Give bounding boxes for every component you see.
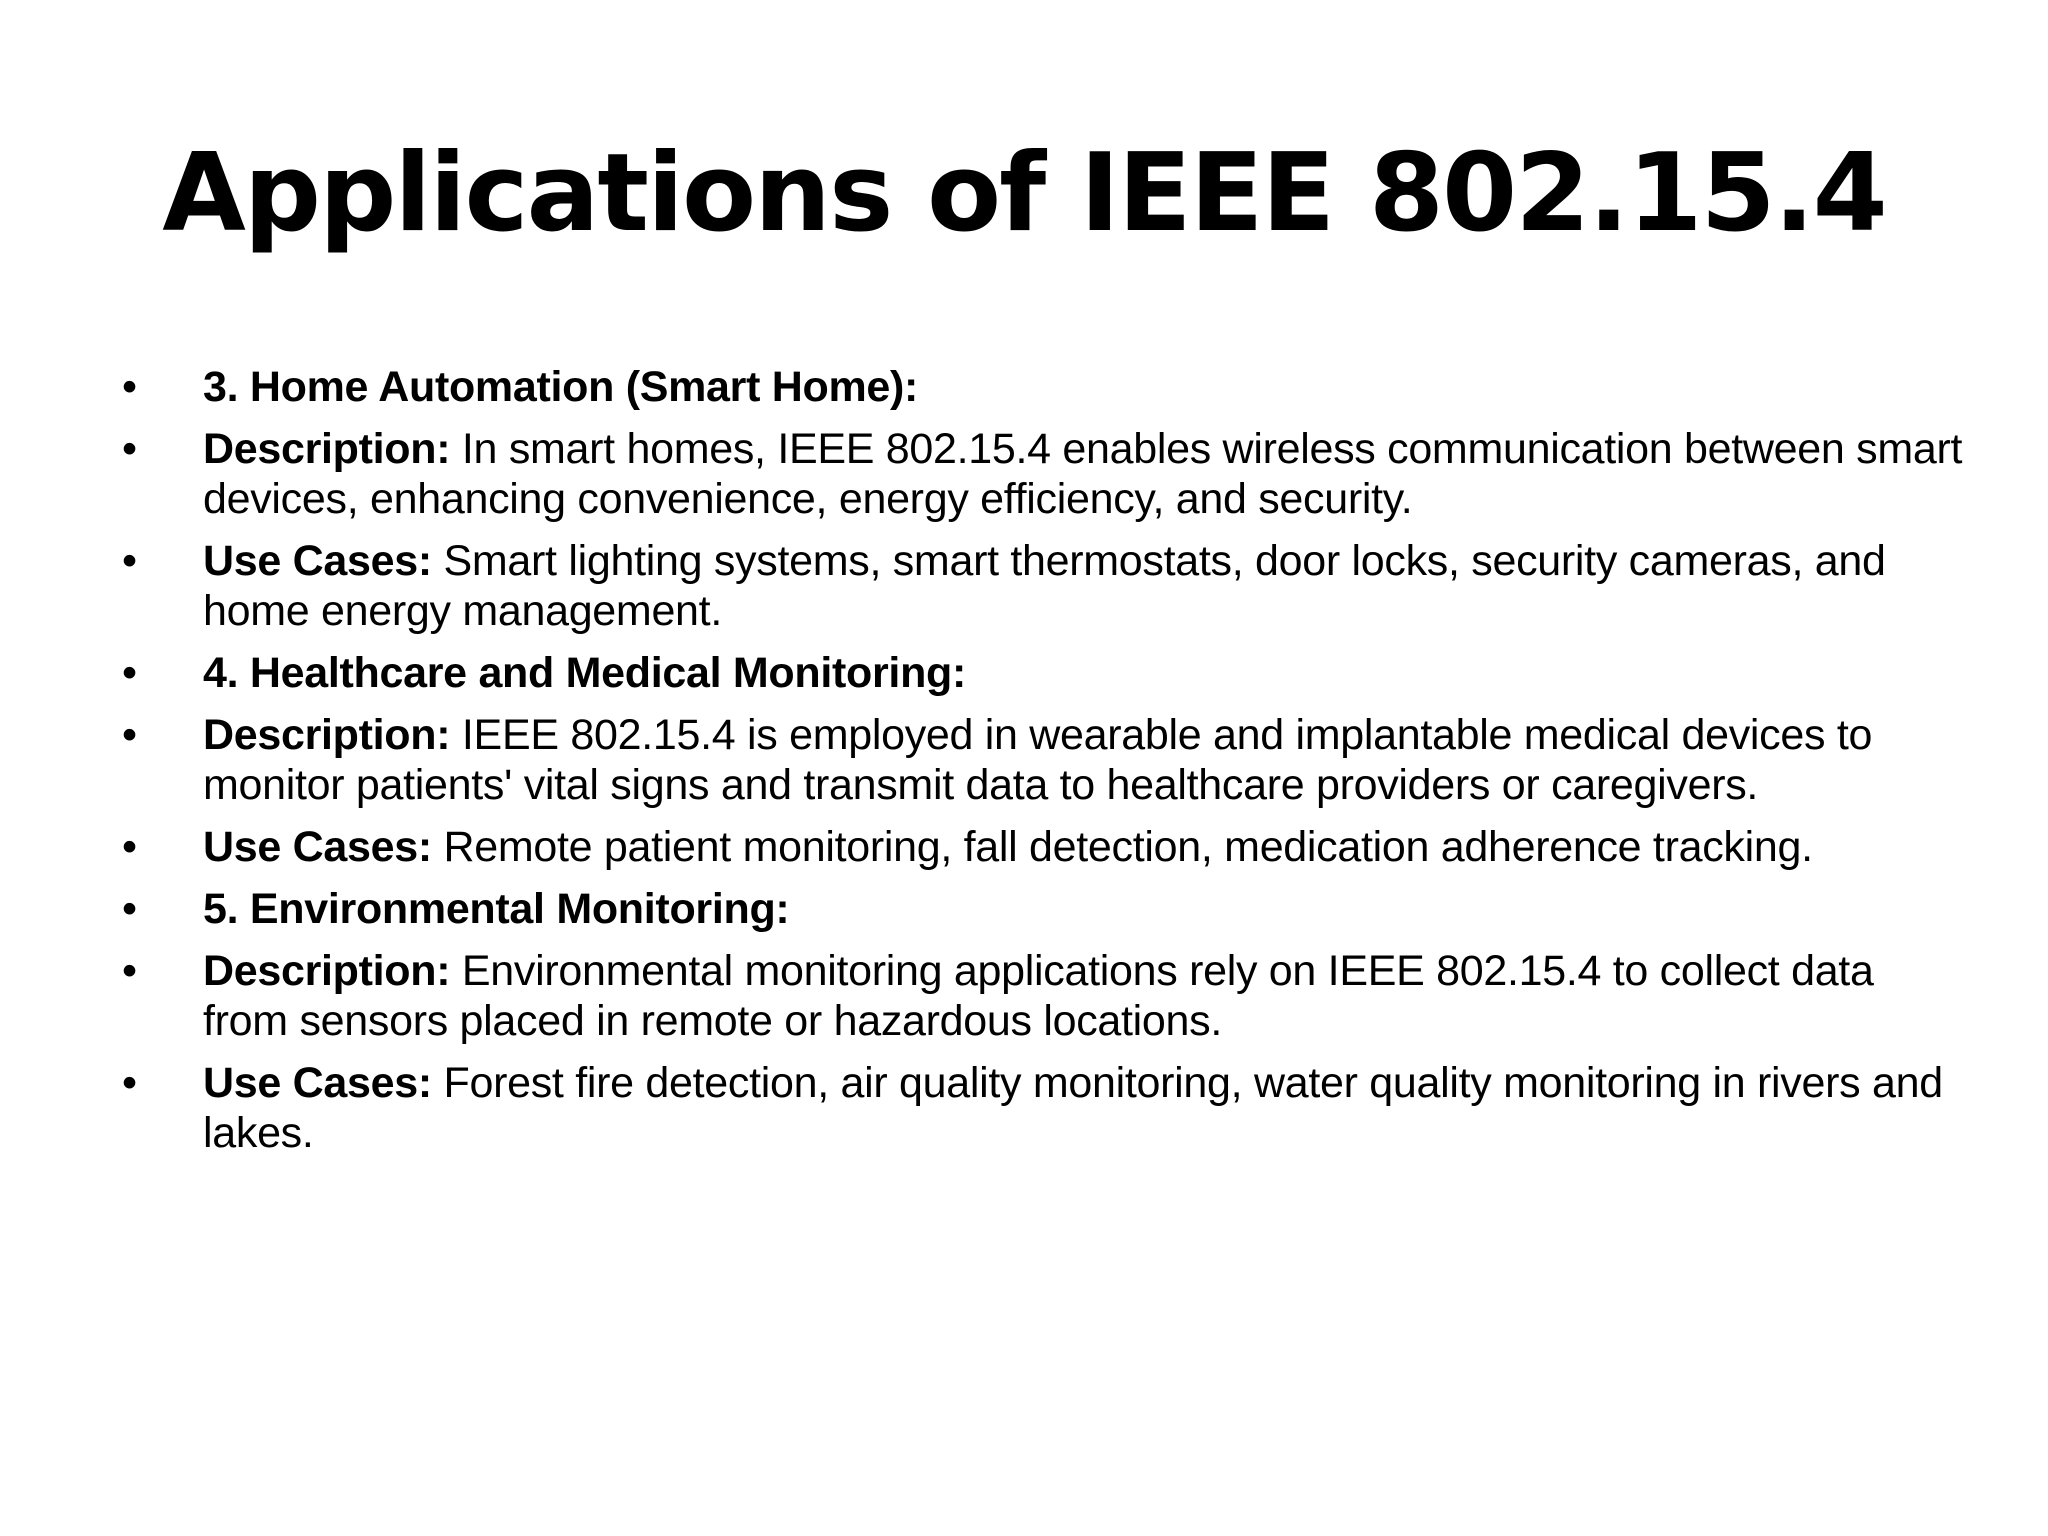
- bullet-icon: •: [122, 363, 137, 411]
- bullet-item-description: [118, 710, 1968, 810]
- section-heading: 3. Home Automation (Smart Home):: [203, 363, 919, 411]
- bullet-lead: Description:: [203, 947, 451, 995]
- bullet-text: IEEE 802.15.4 is employed in wearable and implantable medical devices to monitor patients' vital signs and transmit data to healthcare providers or caregivers.: [203, 711, 1873, 809]
- bullet-item-description: [118, 946, 1968, 1046]
- bullet-text: Environmental monitoring applications rely on IEEE 802.15.4 to collect data from sensors placed in remote or hazardous locations.: [203, 947, 1874, 1045]
- bullet-lead: Use Cases:: [203, 537, 432, 585]
- bullet-icon: •: [122, 537, 137, 585]
- bullet-item-heading-environmental: [118, 884, 1968, 934]
- bullet-lead: Use Cases:: [203, 823, 432, 871]
- bullet-text: Smart lighting systems, smart thermostats, door locks, security cameras, and home energy management.: [203, 537, 1886, 635]
- bullet-item-use-cases: [118, 1058, 1968, 1158]
- bullet-text: Forest fire detection, air quality monitoring, water quality monitoring in rivers and lakes.: [203, 1059, 1943, 1157]
- bullet-text: Remote patient monitoring, fall detection, medication adherence tracking.: [431, 823, 1813, 871]
- bullet-icon: •: [122, 649, 137, 697]
- bullet-item-heading-home-automation: [118, 362, 1968, 412]
- bullet-icon: •: [122, 711, 137, 759]
- bullet-item-heading-healthcare: [118, 648, 1968, 698]
- bullet-icon: •: [122, 947, 137, 995]
- bullet-icon: •: [122, 1059, 137, 1107]
- bullet-item-description: [118, 424, 1968, 524]
- bullet-list: [118, 362, 1968, 1170]
- bullet-icon: •: [122, 885, 137, 933]
- bullet-item-use-cases: [118, 536, 1968, 636]
- bullet-icon: •: [122, 823, 137, 871]
- section-heading: 4. Healthcare and Medical Monitoring:: [203, 649, 967, 697]
- bullet-text: In smart homes, IEEE 802.15.4 enables wireless communication between smart devices, enhancing convenience, energy efficiency, and security.: [203, 425, 1963, 523]
- bullet-lead: Description:: [203, 711, 451, 759]
- section-heading: 5. Environmental Monitoring:: [203, 885, 790, 933]
- bullet-lead: Description:: [203, 425, 451, 473]
- bullet-icon: •: [122, 425, 137, 473]
- slide-title: Applications of IEEE 802.15.4: [162, 131, 1886, 256]
- bullet-item-use-cases: [118, 822, 1968, 872]
- bullet-lead: Use Cases:: [203, 1059, 432, 1107]
